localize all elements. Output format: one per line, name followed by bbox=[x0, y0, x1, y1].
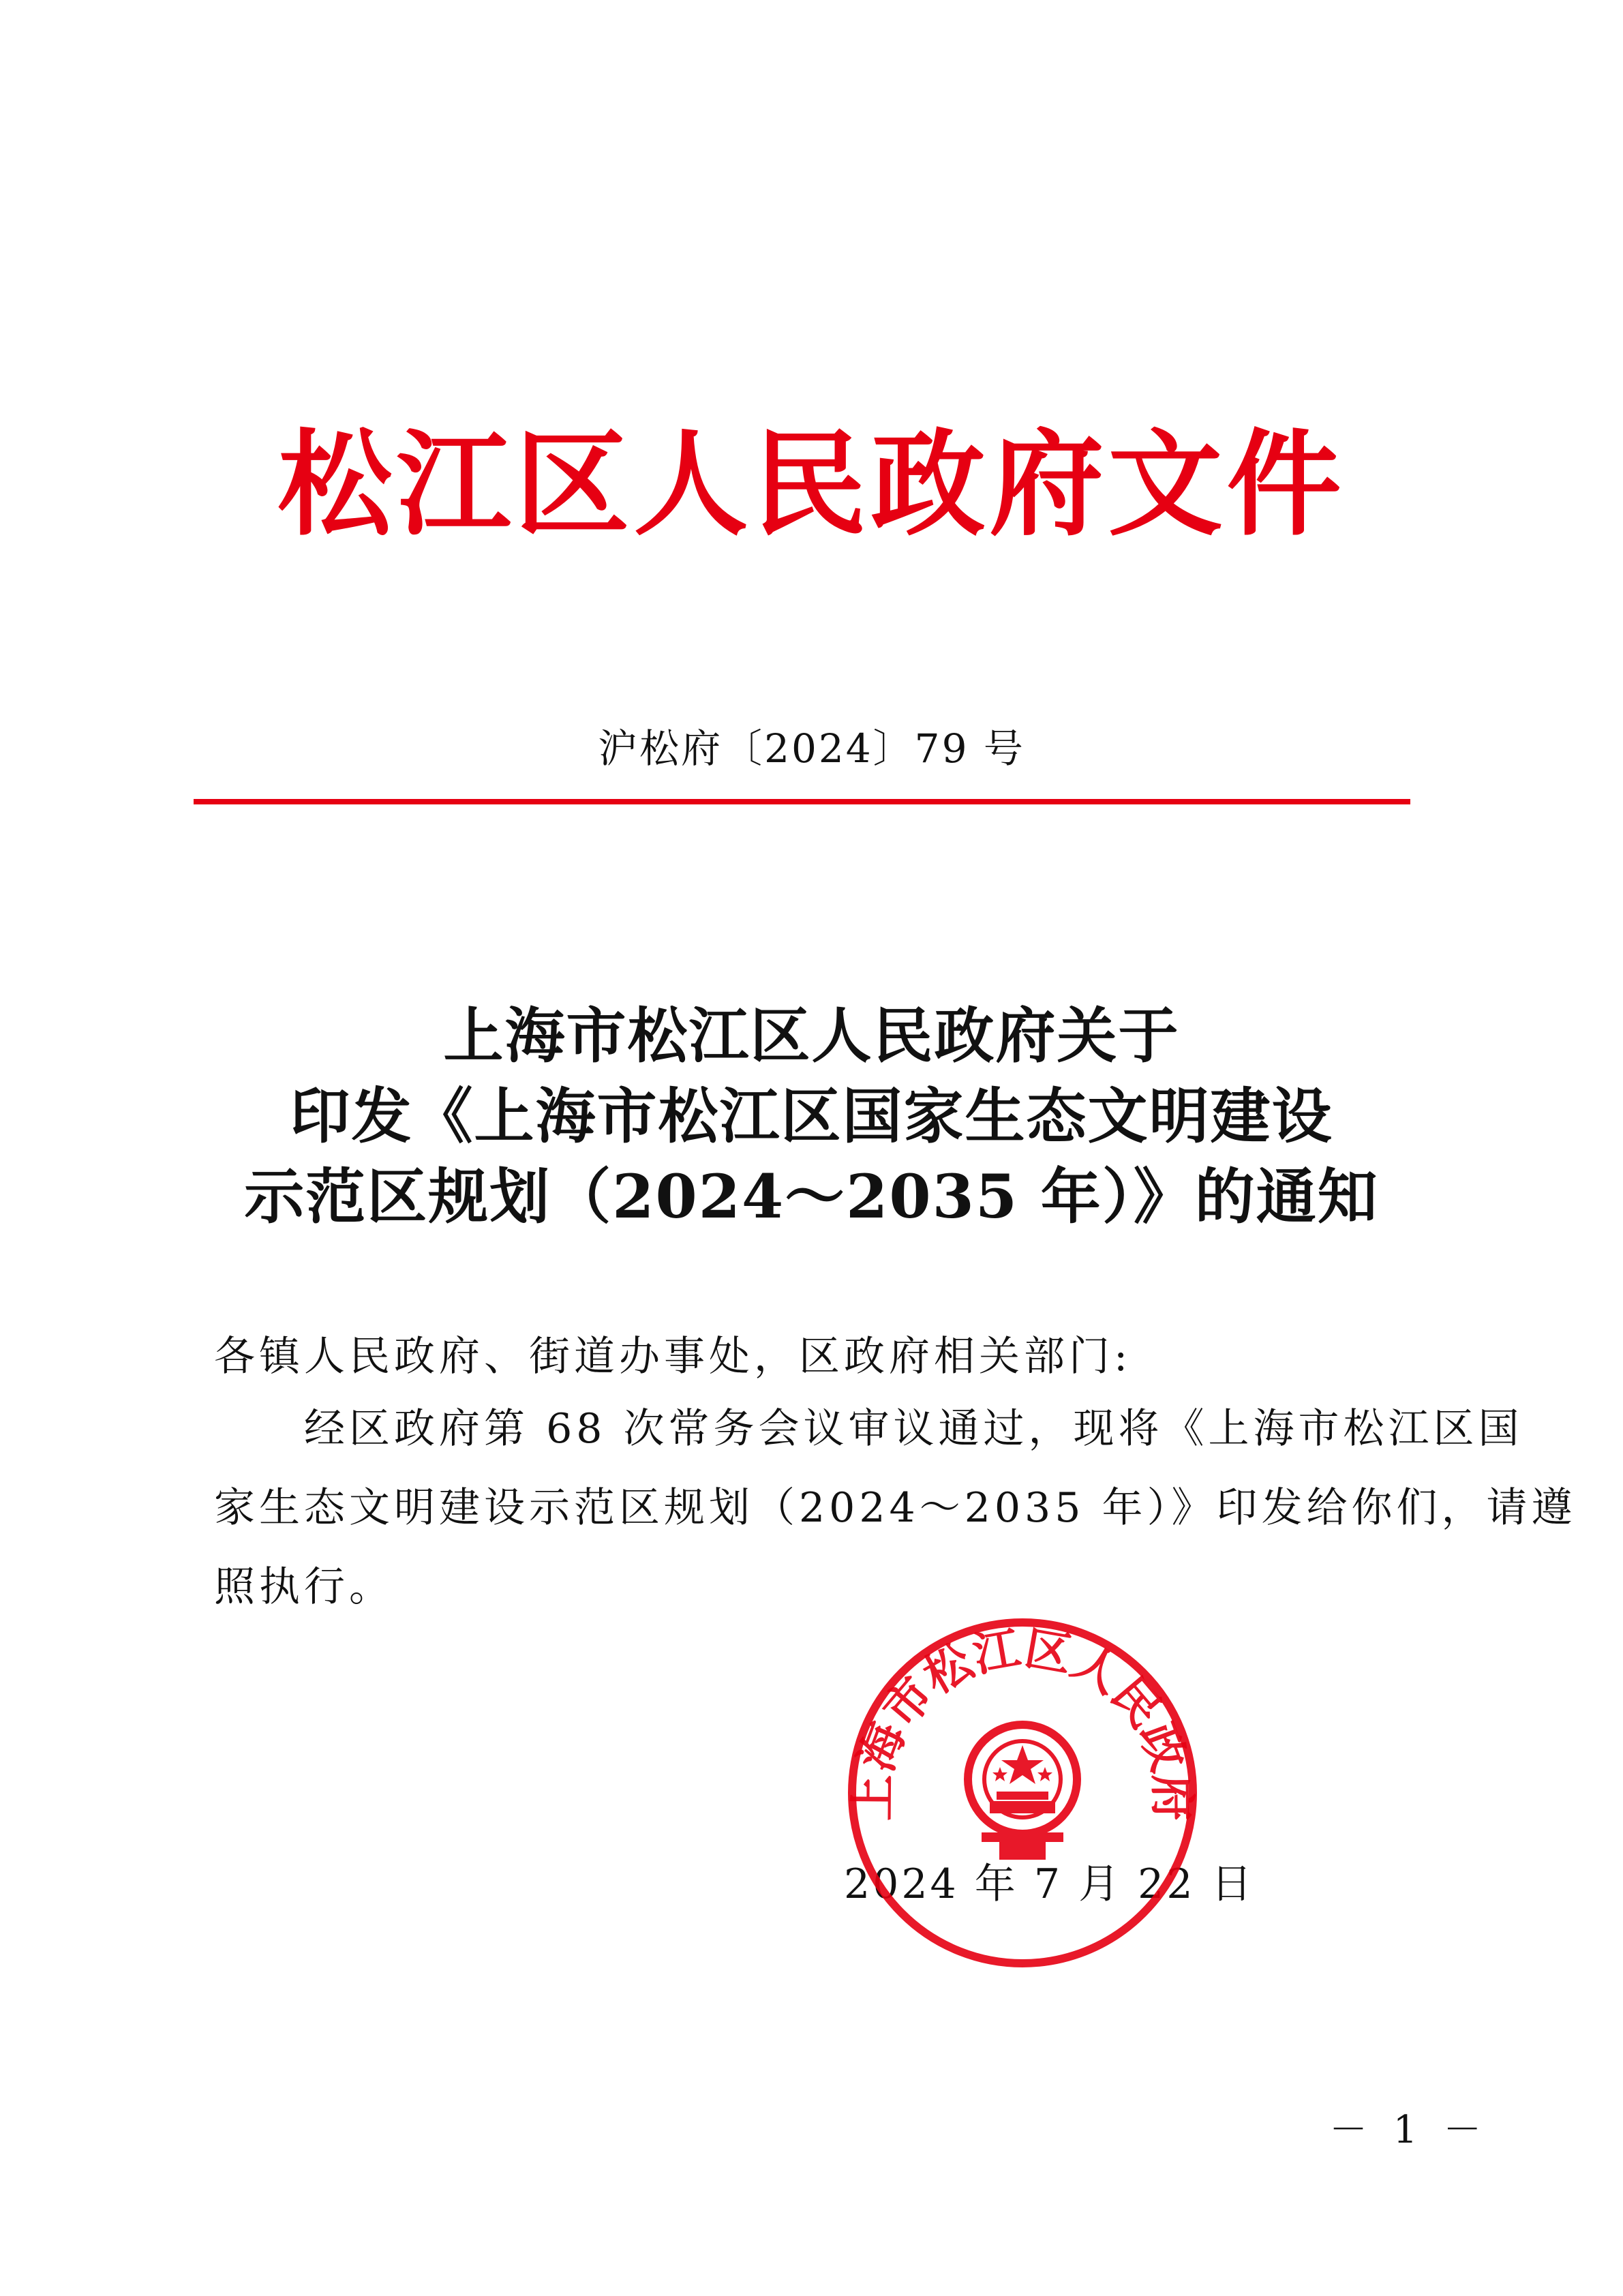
document-number: 沪松府〔2024〕79 号 bbox=[598, 725, 1025, 772]
body-line-1: 经区政府第 68 次常务会议审议通过，现将《上海市松江区国 bbox=[214, 1405, 1523, 1453]
seal-text: 上海市松江区人民政府 bbox=[845, 1620, 1200, 1822]
document-masthead: 松江区人民政府文件 bbox=[277, 417, 1346, 552]
title-line-3: 示范区规划（2024～2035 年）》的通知 bbox=[244, 1161, 1379, 1232]
notice-title bbox=[0, 995, 1623, 1237]
salutation: 各镇人民政府、街道办事处，区政府相关部门: bbox=[214, 1333, 1132, 1380]
issue-date: 2024 年 7 月 22 日 bbox=[844, 1860, 1255, 1908]
official-seal bbox=[845, 1616, 1200, 1970]
page-number: － 1 － bbox=[1329, 2108, 1489, 2152]
title-line-1: 上海市松江区人民政府关于 bbox=[443, 1000, 1180, 1071]
red-separator-line bbox=[194, 799, 1410, 804]
body-paragraph bbox=[214, 1389, 1577, 1627]
body-line-3: 照执行。 bbox=[214, 1563, 394, 1611]
title-line-2: 印发《上海市松江区国家生态文明建设 bbox=[290, 1081, 1333, 1151]
body-line-2: 家生态文明建设示范区规划（2024～2035 年）》印发给你们，请遵 bbox=[214, 1484, 1577, 1532]
national-emblem-icon bbox=[968, 1725, 1077, 1860]
